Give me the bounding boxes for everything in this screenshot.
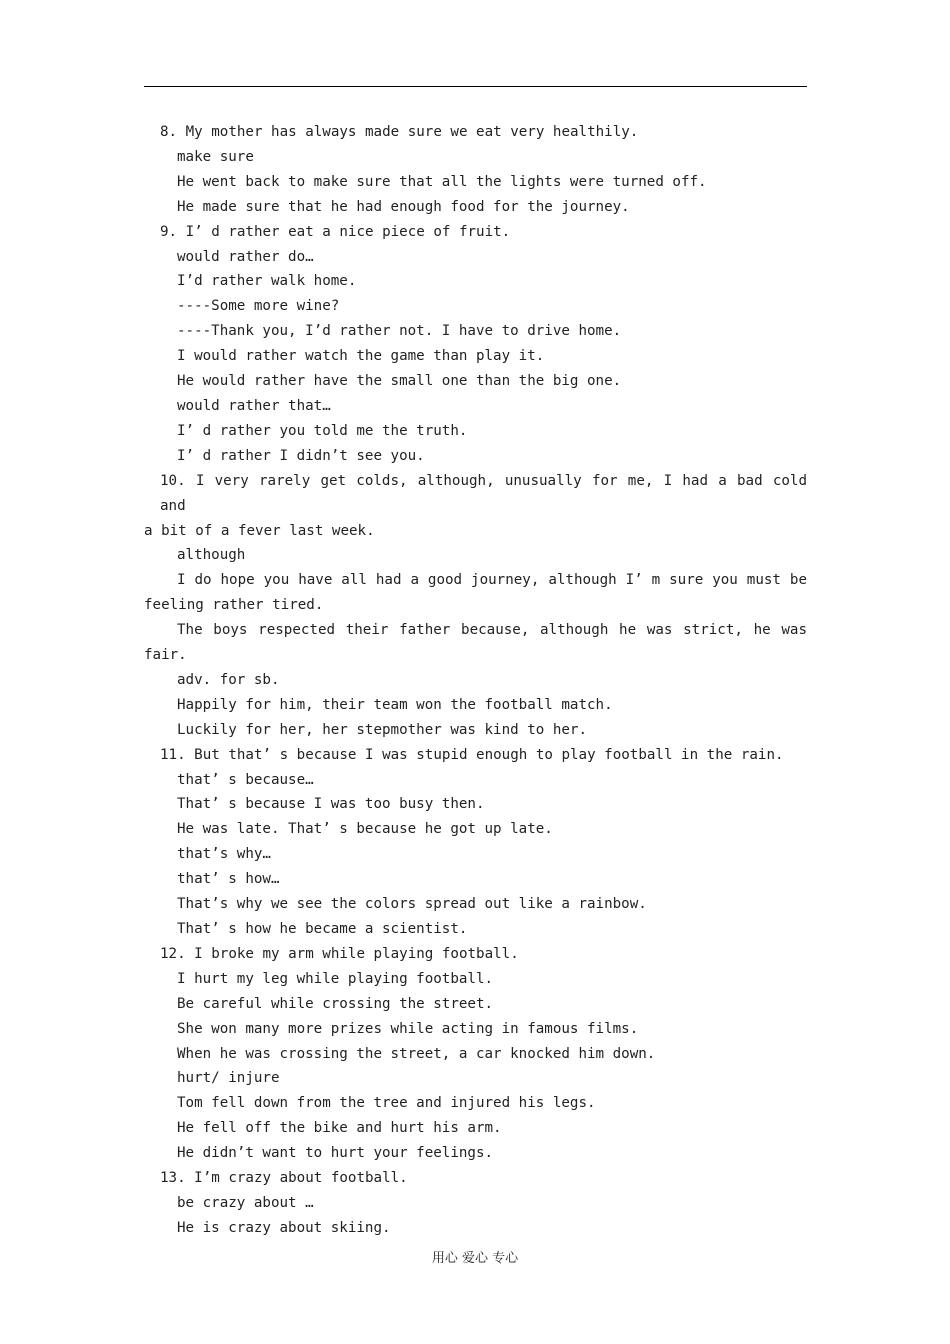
example-sentence: He made sure that he had enough food for the journey. (177, 198, 630, 215)
dialogue-line: ----Some more wine? (177, 298, 340, 315)
example-paragraph-line-1: The boys respected their father because, although he was strict, he was (177, 622, 807, 639)
example-sentence: Tom fell down from the tree and injured his legs. (177, 1095, 596, 1112)
example-sentence: I’ d rather I didn’t see you. (177, 447, 425, 464)
phrase-would-rather-do: would rather do… (177, 248, 314, 265)
phrase-make-sure: make sure (177, 148, 254, 165)
example-sentence: That’ s because I was too busy then. (177, 796, 485, 813)
example-sentence: I would rather watch the game than play it. (177, 348, 545, 365)
phrase-although: although (177, 547, 246, 564)
example-sentence: That’ s how he became a scientist. (177, 921, 468, 937)
item-10-sentence (144, 469, 807, 544)
header-rule (144, 86, 807, 87)
item-12-sentence: 12. I broke my arm while playing football. (160, 945, 519, 962)
phrase-thats-because: that’ s because… (177, 771, 314, 788)
example-sentence: He fell off the bike and hurt his arm. (177, 1120, 502, 1137)
phrase-would-rather-that: would rather that… (177, 397, 331, 414)
item-8-sentence: 8. My mother has always made sure we eat very healthily. (160, 124, 639, 140)
example-paragraph-line-2: feeling rather tired. (144, 597, 324, 614)
phrase-hurt-injure: hurt/ injure (177, 1070, 280, 1087)
example-sentence: I’ d rather you told me the truth. (177, 422, 468, 439)
example-sentence: When he was crossing the street, a car knocked him down. (177, 1045, 656, 1062)
phrase-be-crazy-about: be crazy about … (177, 1194, 314, 1211)
example-sentence: I hurt my leg while playing football. (177, 970, 494, 987)
example-paragraph (144, 568, 807, 618)
example-sentence: I’d rather walk home. (177, 273, 357, 290)
example-sentence: Be careful while crossing the street. (177, 995, 494, 1012)
phrase-adv-for-sb: adv. for sb. (177, 671, 280, 688)
example-paragraph-line-1: I do hope you have all had a good journey, although I’ m sure you must be (177, 572, 807, 589)
example-sentence: He would rather have the small one than the big one. (177, 373, 622, 390)
example-sentence: He went back to make sure that all the lights were turned off. (177, 173, 707, 190)
item-10-line-2: a bit of a fever last week. (144, 522, 375, 539)
example-paragraph (144, 618, 807, 668)
dialogue-line: ----Thank you, I’d rather not. I have to drive home. (177, 323, 622, 340)
item-9-sentence: 9. I’ d rather eat a nice piece of fruit. (160, 223, 511, 240)
example-sentence: He is crazy about skiing. (177, 1219, 391, 1236)
item-13-sentence: 13. I’m crazy about football. (160, 1170, 408, 1187)
phrase-thats-why: that’s why… (177, 846, 271, 863)
example-sentence: He didn’t want to hurt your feelings. (177, 1145, 494, 1162)
example-sentence: Happily for him, their team won the football match. (177, 696, 613, 713)
page-footer: 用心 爱心 专心 (431, 1251, 519, 1266)
item-10-line-1: 10. I very rarely get colds, although, unusually for me, I had a bad cold and (160, 472, 807, 514)
example-sentence: Luckily for her, her stepmother was kind to her. (177, 721, 587, 738)
example-sentence: She won many more prizes while acting in famous films. (177, 1020, 639, 1037)
document-body (144, 120, 807, 1241)
example-sentence: That’s why we see the colors spread out like a rainbow. (177, 896, 647, 913)
phrase-thats-how: that’ s how… (177, 871, 280, 888)
example-sentence: He was late. That’ s because he got up late. (177, 821, 553, 838)
example-paragraph-line-2: fair. (144, 647, 187, 664)
item-11-sentence: 11. But that’ s because I was stupid enough to play football in the rain. (160, 746, 784, 763)
